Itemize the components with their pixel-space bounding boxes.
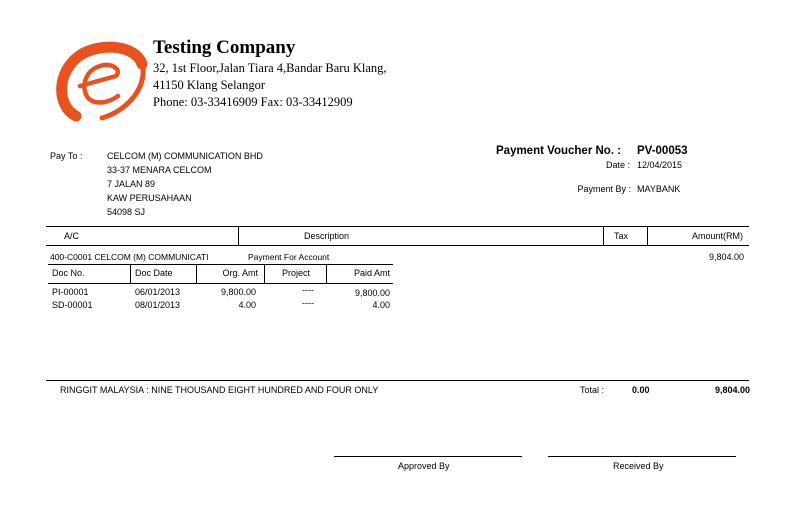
total-label: Total : <box>580 385 605 395</box>
approved-by-label: Approved By <box>398 461 450 471</box>
header-description: Description <box>304 231 350 241</box>
total-tax: 0.00 <box>632 385 650 395</box>
voucher-no-value: PV-00053 <box>637 145 688 157</box>
subtable-top-rule <box>48 264 393 265</box>
date-label: Date : <box>605 160 630 170</box>
sub-row-project: ---- <box>302 285 314 295</box>
sub-row-paid-amt: 9,800.00 <box>354 288 390 298</box>
sub-row-doc-date: 08/01/2013 <box>135 300 181 310</box>
received-by-label: Received By <box>613 461 664 471</box>
sub-header-paid-amt: Paid Amt <box>353 268 390 278</box>
sub-col-divider <box>196 264 197 283</box>
pay-to-line: 7 JALAN 89 <box>107 179 156 189</box>
total-amount: 9,804.00 <box>714 385 750 395</box>
sub-header-project: Project <box>282 268 311 278</box>
company-name: Testing Company <box>153 37 296 58</box>
sub-row-doc-no: PI-00001 <box>52 287 89 297</box>
company-logo <box>52 40 152 126</box>
sub-header-org-amt: Org. Amt <box>222 268 258 278</box>
company-address-line1: 32, 1st Floor,Jalan Tiara 4,Bandar Baru Klang, <box>153 61 387 75</box>
sub-row-org-amt: 4.00 <box>238 300 256 310</box>
sub-row-project: ---- <box>302 298 314 308</box>
sub-col-divider <box>130 264 131 283</box>
voucher-no-label: Payment Voucher No. : <box>496 145 622 157</box>
sub-col-divider <box>326 264 327 283</box>
row-account: 400-C0001 CELCOM (M) COMMUNICATI <box>50 252 209 262</box>
sub-row-doc-no: SD-00001 <box>52 300 93 310</box>
row-amount: 9,804.00 <box>708 252 744 262</box>
header-amount: Amount(RM) <box>692 231 744 241</box>
pay-to-line: KAW PERUSAHAAN <box>107 193 192 203</box>
sub-row-org-amt: 9,800.00 <box>220 287 256 297</box>
payment-by-value: MAYBANK <box>637 184 681 194</box>
totals-rule <box>46 380 749 381</box>
header-tax: Tax <box>614 231 629 241</box>
header-ac: A/C <box>64 231 80 241</box>
subtable-header-rule <box>48 283 393 284</box>
pay-to-line: 54098 SJ <box>107 207 146 217</box>
approved-signature-line <box>334 456 522 457</box>
sub-col-divider <box>264 264 265 283</box>
sub-row-doc-date: 06/01/2013 <box>135 287 181 297</box>
sub-header-doc-no: Doc No. <box>52 268 85 278</box>
table-header-rule <box>46 245 749 246</box>
pay-to-line: 33-37 MENARA CELCOM <box>107 165 212 175</box>
row-description: Payment For Account <box>248 252 330 262</box>
col-divider <box>603 226 604 246</box>
payment-by-label: Payment By : <box>577 184 631 194</box>
sub-row-paid-amt: 4.00 <box>372 300 390 310</box>
received-signature-line <box>548 456 736 457</box>
col-divider <box>238 226 239 246</box>
date-value: 12/04/2015 <box>637 160 683 170</box>
company-address-line2: 41150 Klang Selangor <box>153 78 266 92</box>
amount-in-words: RINGGIT MALAYSIA : NINE THOUSAND EIGHT HUNDRED AND FOUR ONLY <box>60 385 379 395</box>
table-top-rule <box>46 226 749 227</box>
company-contact: Phone: 03-33416909 Fax: 03-33412909 <box>153 95 353 109</box>
col-divider <box>647 226 648 246</box>
pay-to-label: Pay To : <box>50 151 83 161</box>
pay-to-line: CELCOM (M) COMMUNICATION BHD <box>107 151 263 161</box>
sub-header-doc-date: Doc Date <box>135 268 173 278</box>
